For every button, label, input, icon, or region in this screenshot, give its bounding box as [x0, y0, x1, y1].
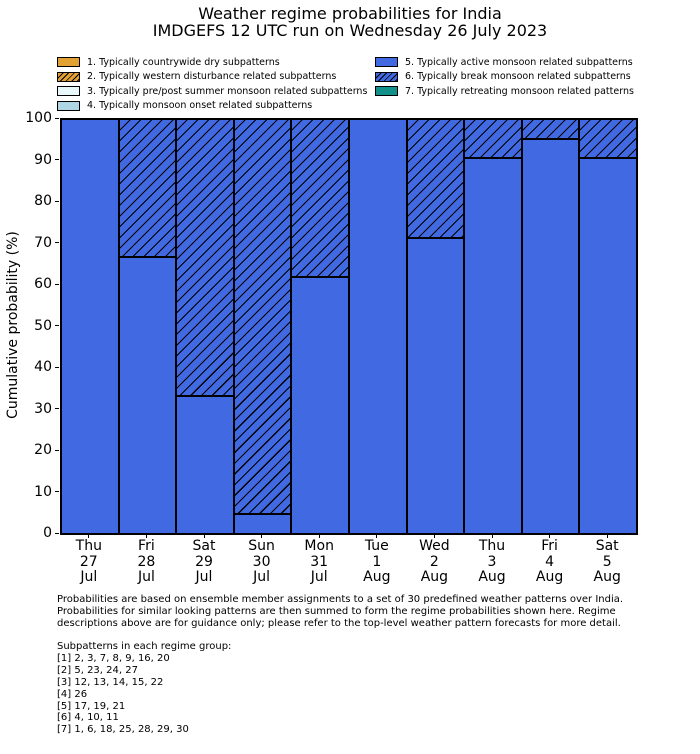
y-tick-mark	[55, 325, 59, 326]
x-tick-label	[520, 539, 580, 586]
legend-item-label: 4. Typically monsoon onset related subpatterns	[87, 100, 313, 112]
y-tick-label: 0	[43, 525, 52, 541]
x-tick-month: Aug	[420, 569, 449, 585]
bar-segment-break-monsoon	[464, 119, 522, 158]
legend-column-left	[57, 55, 367, 113]
x-tick-date: 3	[487, 553, 497, 570]
bar-column	[464, 119, 522, 534]
x-tick-label	[462, 539, 522, 586]
legend-item-countrywide-dry	[57, 55, 367, 70]
x-tick-month: Jul	[80, 569, 98, 585]
y-axis-label: Cumulative probability (%)	[5, 231, 21, 419]
x-tick-day: Thu	[75, 538, 102, 554]
bar-segment-active-monsoon	[579, 158, 637, 534]
y-tick-mark	[55, 491, 59, 492]
y-tick-mark	[55, 408, 59, 409]
x-tick-date: 28	[137, 553, 156, 570]
subpatterns-list	[57, 641, 231, 736]
bar-column	[291, 119, 349, 534]
bar-segment-active-monsoon	[464, 158, 522, 534]
bar-segment-break-monsoon	[407, 119, 465, 238]
x-tick-label	[59, 539, 119, 586]
legend-item-label: 1. Typically countrywide dry subpatterns	[87, 56, 280, 68]
y-tick-label: 60	[34, 276, 52, 292]
bar-segment-active-monsoon	[61, 119, 119, 534]
footer-paragraph-line: Probabilities for similar looking patterns are then summed to form the regime probabilities shown here. Regime	[57, 606, 616, 618]
legend-column-right	[375, 55, 634, 99]
x-tick-day: Mon	[304, 538, 334, 554]
bar-segment-break-monsoon	[176, 119, 234, 396]
x-tick-label	[232, 539, 292, 586]
subpatterns-header: Subpatterns in each regime group:	[57, 641, 232, 652]
y-tick-mark	[55, 533, 59, 534]
subpatterns-line: [7] 1, 6, 18, 25, 28, 29, 30	[57, 724, 189, 736]
legend-swatch-icon	[57, 86, 80, 96]
bar-segment-active-monsoon	[522, 139, 580, 534]
bar-segment-active-monsoon	[234, 514, 292, 534]
y-tick-label: 80	[34, 193, 52, 209]
y-tick-label: 20	[34, 442, 52, 458]
bar-segment-break-monsoon	[291, 119, 349, 277]
x-tick-label	[174, 539, 234, 586]
x-tick-date: 30	[252, 553, 271, 570]
bar-column	[579, 119, 637, 534]
x-tick-month: Jul	[195, 569, 213, 585]
x-tick-month: Aug	[535, 569, 564, 585]
x-tick-month: Jul	[310, 569, 328, 585]
y-tick-label: 100	[25, 110, 52, 126]
plot-area	[60, 118, 638, 535]
x-tick-month: Aug	[478, 569, 506, 585]
y-tick-label: 90	[34, 151, 52, 168]
x-tick-month: Jul	[137, 569, 155, 585]
footer-paragraph-line: Probabilities are based on ensemble member assignments to a set of 30 predefined weather patterns over India.	[57, 594, 624, 605]
legend-item-label: 5. Typically active monsoon related subpatterns	[405, 56, 633, 68]
x-tick-date: 2	[429, 553, 439, 570]
bar-segment-break-monsoon	[522, 119, 580, 139]
x-tick-date: 29	[195, 553, 213, 570]
title-block	[0, 5, 700, 39]
bar-segment-active-monsoon	[349, 119, 407, 534]
x-tick-day: Thu	[478, 538, 506, 554]
legend-swatch-icon	[375, 57, 398, 67]
subpatterns-line: [5] 17, 19, 21	[57, 700, 126, 712]
bar-column	[522, 119, 580, 534]
legend-swatch-icon	[375, 86, 398, 96]
chart-subtitle: IMDGEFS 12 UTC run on Wednesday 26 July 2023	[152, 21, 548, 40]
x-tick-label	[116, 539, 176, 586]
x-tick-day: Fri	[541, 538, 558, 554]
x-tick-date: 1	[372, 553, 382, 570]
subpatterns-line: [4] 26	[57, 688, 88, 700]
bar-segment-break-monsoon	[234, 119, 292, 514]
legend-item-break-monsoon	[375, 70, 634, 85]
legend-item-label: 3. Typically pre/post summer monsoon related subpatterns	[87, 85, 368, 97]
legend-item-label: 7. Typically retreating monsoon related patterns	[405, 85, 634, 97]
x-tick-label	[347, 539, 407, 586]
bar-segment-active-monsoon	[119, 257, 177, 534]
y-tick-mark	[55, 159, 59, 160]
legend-item-label: 6. Typically break monsoon related subpatterns	[405, 71, 631, 83]
y-tick-label: 30	[34, 400, 52, 417]
legend-swatch-icon	[57, 57, 80, 67]
bar-column	[407, 119, 465, 534]
x-tick-date: 31	[310, 553, 329, 570]
bar-segment-active-monsoon	[291, 277, 349, 534]
x-tick-date: 27	[79, 553, 98, 570]
y-tick-label: 40	[34, 359, 52, 375]
legend-swatch-icon	[375, 72, 398, 82]
y-tick-label: 50	[34, 317, 52, 334]
legend-swatch-icon	[57, 72, 80, 82]
y-tick-label: 10	[34, 483, 52, 500]
x-tick-month: Aug	[593, 569, 621, 585]
x-tick-day: Tue	[364, 538, 389, 554]
legend-item-retreating-monsoon	[375, 84, 634, 99]
subpatterns-line: [2] 5, 23, 24, 27	[57, 664, 138, 676]
y-tick-mark	[55, 367, 59, 368]
x-tick-label	[289, 539, 349, 586]
x-tick-month: Jul	[253, 569, 271, 585]
legend-item-active-monsoon	[375, 55, 634, 70]
x-tick-day: Sat	[192, 538, 216, 554]
bar-column	[61, 119, 119, 534]
legend-swatch-icon	[57, 101, 80, 111]
x-tick-day: Sat	[595, 538, 619, 554]
x-tick-day: Sun	[248, 538, 275, 554]
y-tick-label: 70	[34, 234, 52, 251]
y-tick-mark	[55, 284, 59, 285]
chart-title: Weather regime probabilities for India	[198, 4, 502, 23]
bar-column	[234, 119, 292, 534]
bar-column	[176, 119, 234, 534]
bar-segment-break-monsoon	[579, 119, 637, 158]
y-tick-mark	[55, 242, 59, 243]
x-tick-day: Wed	[419, 538, 450, 554]
x-tick-date: 5	[602, 553, 612, 570]
y-tick-mark	[55, 201, 59, 202]
subpatterns-line: [1] 2, 3, 7, 8, 9, 16, 20	[57, 652, 170, 664]
legend-item-western-disturbance	[57, 70, 367, 85]
x-tick-label	[577, 539, 637, 586]
bar-column	[349, 119, 407, 534]
y-tick-mark	[55, 450, 59, 451]
bar-column	[119, 119, 177, 534]
footer-paragraph	[57, 594, 623, 631]
bar-segment-break-monsoon	[119, 119, 177, 257]
legend-item-prepost-summer-monsoon	[57, 84, 367, 99]
y-tick-mark	[55, 118, 59, 119]
footer-paragraph-line: descriptions above are for guidance only; please refer to the top-level weather pattern forecasts for more detail.	[57, 618, 621, 630]
x-tick-label	[404, 539, 464, 586]
x-tick-month: Aug	[363, 569, 391, 585]
subpatterns-line: [3] 12, 13, 14, 15, 22	[57, 676, 164, 688]
bar-segment-active-monsoon	[407, 238, 465, 534]
bar-segment-active-monsoon	[176, 396, 234, 534]
x-tick-day: Fri	[138, 538, 155, 554]
legend-item-monsoon-onset	[57, 99, 367, 114]
x-tick-date: 4	[545, 553, 555, 570]
legend-item-label: 2. Typically western disturbance related subpatterns	[87, 71, 337, 83]
subpatterns-line: [6] 4, 10, 11	[57, 712, 119, 724]
